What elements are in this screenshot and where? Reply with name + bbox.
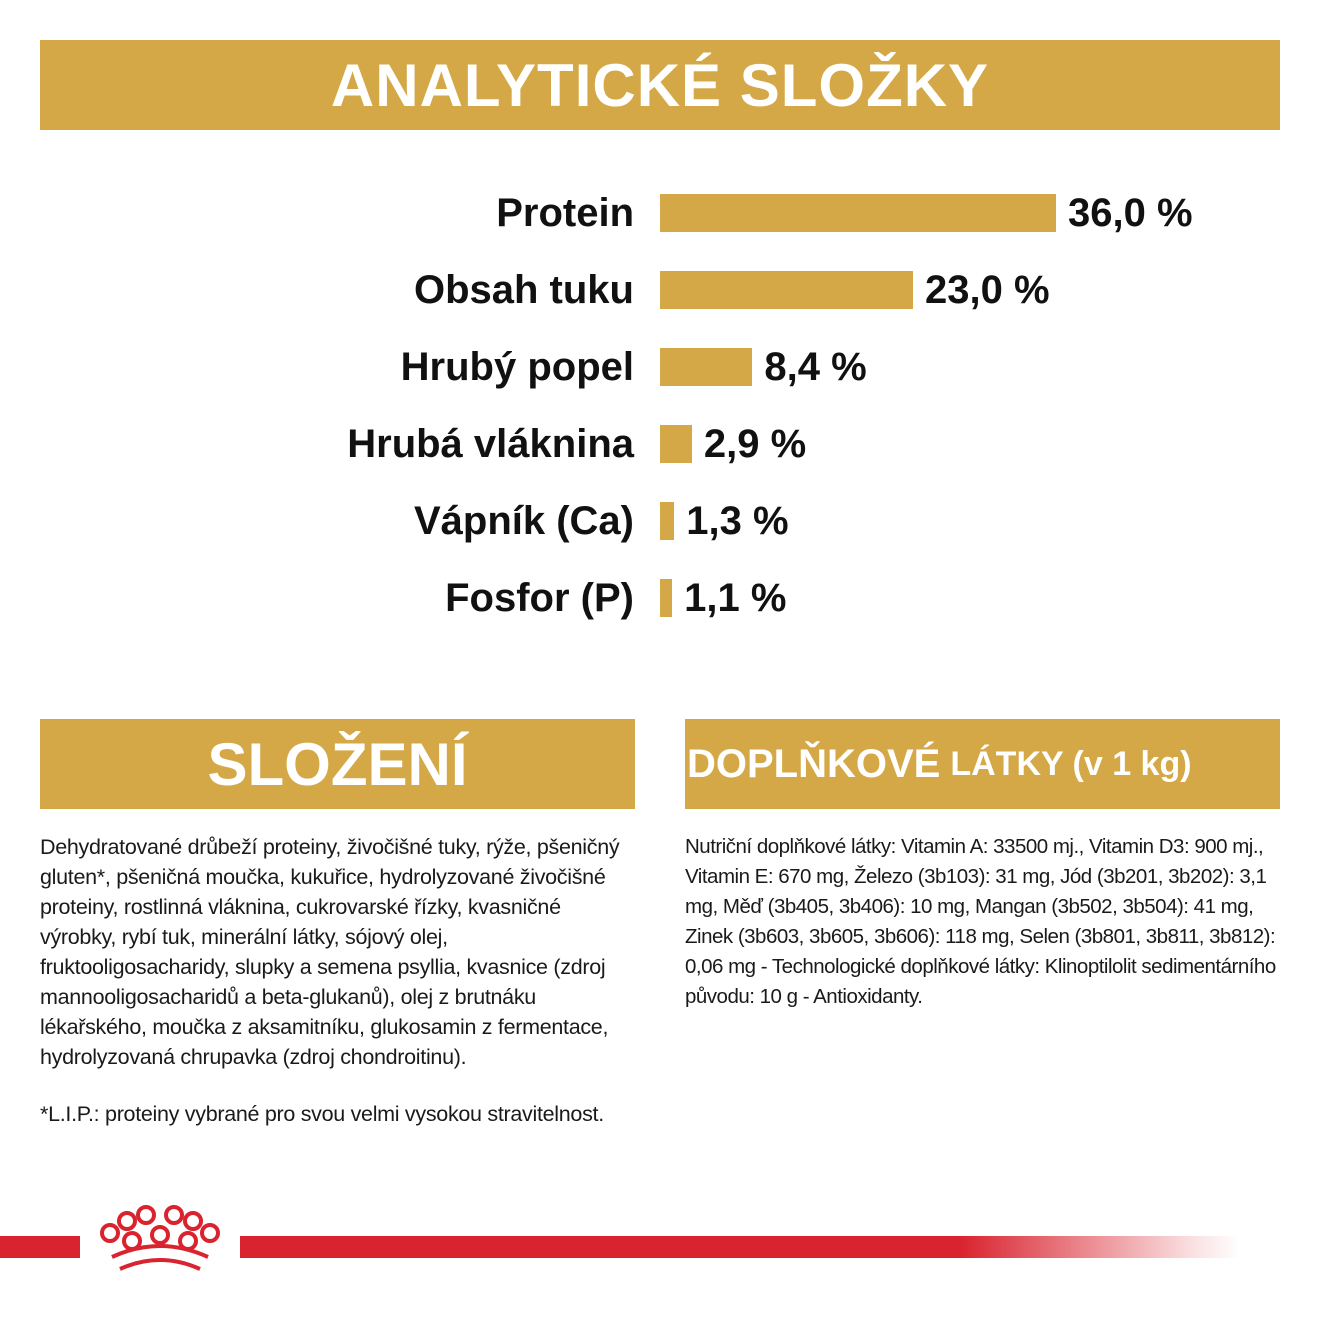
chart-value-label: 1,1 %: [684, 576, 787, 620]
composition-title: SLOŽENÍ: [207, 730, 468, 798]
chart-bar: [660, 194, 1056, 232]
analytic-bar-chart: [0, 170, 1320, 650]
composition-footnote: *L.I.P.: proteiny vybrané pro svou velmi vysokou stravitelnost.: [40, 1102, 604, 1126]
chart-bar: [660, 348, 752, 386]
chart-value-label: 23,0 %: [925, 268, 1050, 312]
chart-category-label: Fosfor (P): [445, 576, 634, 620]
analytic-banner: [40, 40, 1280, 130]
royal-canin-crown-icon: [90, 1205, 230, 1285]
additives-title-sub: LÁTKY (v 1 kg): [950, 744, 1192, 783]
chart-value-label: 8,4 %: [764, 345, 867, 389]
chart-bar: [660, 271, 913, 309]
additives-text: Nutriční doplňkové látky: Vitamin A: 33500 mj., Vitamin D3: 900 mj., Vitamin E: 670 mg, Železo (3b103): 31 mg, Jód (3b201, 3b202): 3,1 mg, Měď (3b405, 3b406): 10 mg, Mangan (3b502, 3b504): 41 mg, Zinek (3b603, 3b605, 3b606): 118 mg, Selen (3b801, 3b811, 3b812): 0,06 mg - Technologické doplňkové látky: Klinoptilolit sedimentárního původu: 10 g - Antioxidanty.: [685, 835, 1276, 1008]
composition-text: Dehydratované drůbeží proteiny, živočišné tuky, rýže, pšeničný gluten*, pšeničná moučka, kukuřice, hydrolyzované živočišné proteiny, rostlinná vláknina, cukrovarské řízky, kvasničné výrobky, rybí tuk, minerální látky, sójový olej, fruktooligosacharidy, slupky a semena psyllia, kvasnice (zdroj mannooligosacharidů a beta-glukanů), olej z brutnáku lékařského, moučka z aksamitníku, glukosamin z fermentace, hydrolyzovaná chrupavka (zdroj chondroitinu).: [40, 835, 620, 1069]
chart-category-label: Hrubá vláknina: [347, 422, 634, 466]
chart-value-label: 2,9 %: [703, 422, 807, 466]
composition-banner: [40, 719, 635, 809]
additives-title-main: DOPLŇKOVÉ: [687, 741, 941, 786]
additives-banner: [685, 719, 1280, 809]
chart-bar: [660, 579, 672, 617]
chart-bar: [660, 425, 692, 463]
chart-value-label: 1,3 %: [686, 499, 789, 543]
footer-red-line-left: [0, 1236, 80, 1258]
chart-category-label: Protein: [496, 191, 634, 235]
chart-category-label: Obsah tuku: [413, 268, 634, 312]
analytic-title: ANALYTICKÉ SLOŽKY: [330, 51, 990, 119]
footer-red-line-right: [240, 1236, 1240, 1258]
chart-bar: [660, 502, 674, 540]
chart-value-label: 36,0 %: [1068, 191, 1193, 235]
chart-category-label: Hrubý popel: [400, 345, 634, 389]
chart-category-label: Vápník (Ca): [413, 499, 634, 543]
